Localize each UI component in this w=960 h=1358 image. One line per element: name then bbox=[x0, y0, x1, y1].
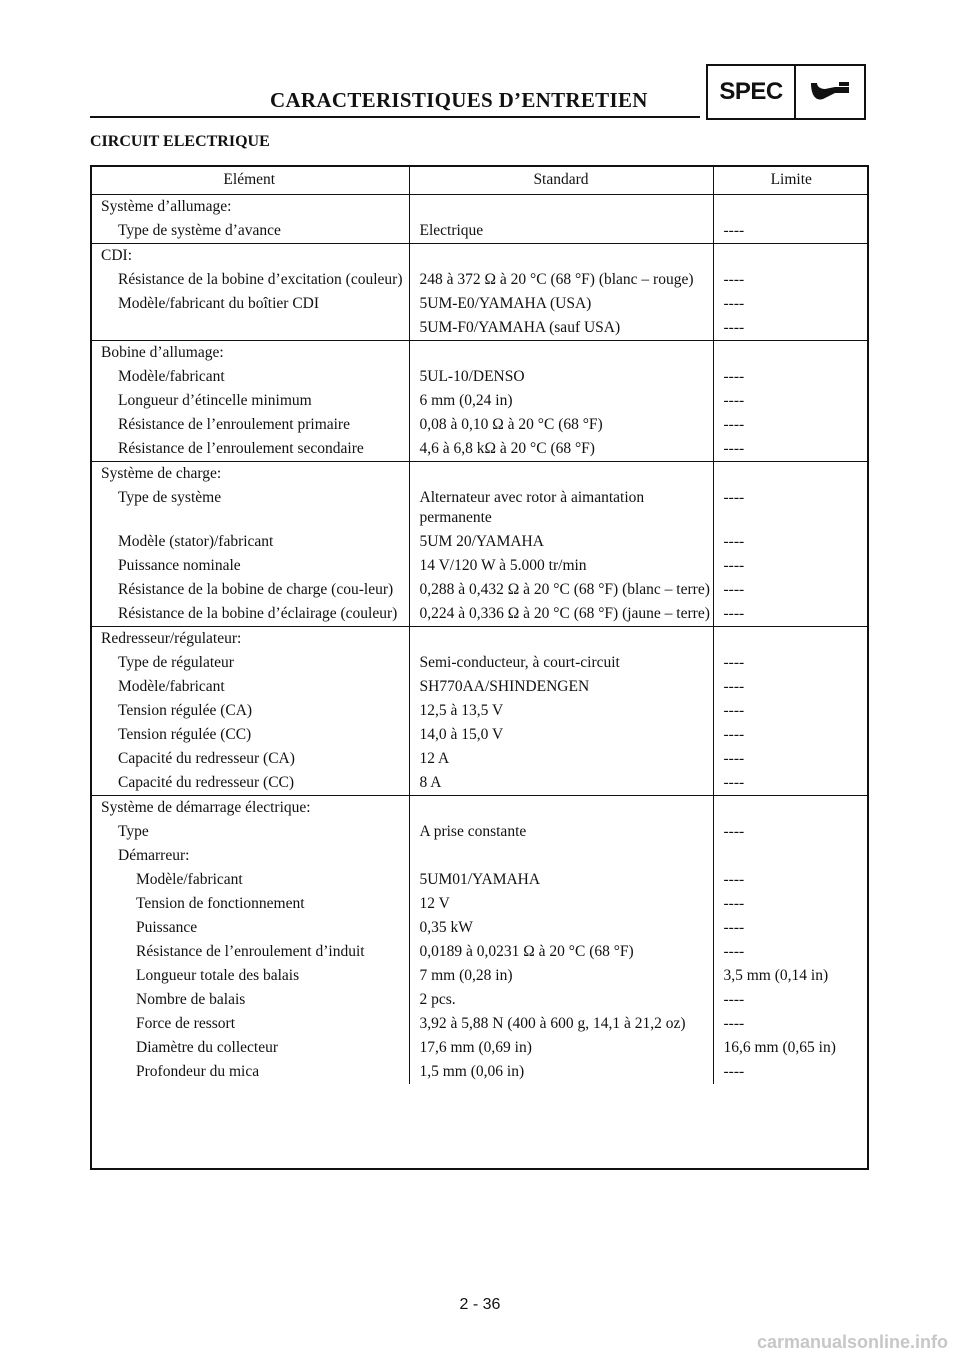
cell-element: Tension régulée (CA) bbox=[90, 699, 409, 723]
cell-element: Tension régulée (CC) bbox=[90, 723, 409, 747]
table-row bbox=[90, 940, 869, 964]
cell-limite: ---- bbox=[723, 943, 745, 960]
cell-limite: ---- bbox=[723, 319, 745, 336]
cell-standard: Alternateur avec rotor à aimantation permanente bbox=[409, 486, 713, 530]
table-row bbox=[90, 195, 869, 220]
cell-standard bbox=[409, 462, 713, 487]
cell-element: Résistance de la bobine d’excitation (couleur) bbox=[90, 268, 409, 292]
header-element: Elément bbox=[90, 165, 409, 195]
cell-standard: 1,5 mm (0,06 in) bbox=[409, 1060, 713, 1084]
cell-limite: ---- bbox=[723, 440, 745, 457]
cell-element: Diamètre du collecteur bbox=[90, 1036, 409, 1060]
table-row bbox=[90, 389, 869, 413]
header-standard: Standard bbox=[409, 165, 713, 195]
table-row bbox=[90, 554, 869, 578]
cell-element: Résistance de la bobine d’éclairage (couleur) bbox=[90, 602, 409, 627]
table-row bbox=[90, 341, 869, 366]
cell-standard: 14 V/120 W à 5.000 tr/min bbox=[409, 554, 713, 578]
cell-limite bbox=[713, 244, 869, 269]
table-row bbox=[90, 365, 869, 389]
table-row bbox=[90, 820, 869, 844]
cell-limite: ---- bbox=[723, 1015, 745, 1032]
cell-element: Résistance de la bobine de charge (cou-leur) bbox=[90, 578, 409, 602]
cell-limite: ---- bbox=[723, 823, 745, 840]
cell-element: Résistance de l’enroulement d’induit bbox=[90, 940, 409, 964]
wrench-icon bbox=[796, 66, 864, 118]
table-row bbox=[90, 964, 869, 988]
cell-limite: ---- bbox=[723, 605, 745, 622]
header-limite: Limite bbox=[713, 165, 869, 195]
cell-standard: 0,288 à 0,432 Ω à 20 °C (68 °F) (blanc – terre) bbox=[409, 578, 713, 602]
cell-limite bbox=[713, 462, 869, 487]
table-body bbox=[90, 195, 869, 1085]
cell-standard bbox=[409, 244, 713, 269]
cell-element: Modèle/fabricant bbox=[90, 675, 409, 699]
cell-standard: 14,0 à 15,0 V bbox=[409, 723, 713, 747]
cell-element: Type de régulateur bbox=[90, 651, 409, 675]
cell-limite: ---- bbox=[723, 702, 745, 719]
table-row bbox=[90, 292, 869, 316]
cell-limite: ---- bbox=[723, 750, 745, 767]
cell-standard: 5UM-F0/YAMAHA (sauf USA) bbox=[409, 316, 713, 341]
cell-element: Modèle/fabricant bbox=[90, 365, 409, 389]
cell-limite: ---- bbox=[723, 919, 745, 936]
table-row bbox=[90, 462, 869, 487]
table-row bbox=[90, 796, 869, 821]
cell-standard: 7 mm (0,28 in) bbox=[409, 964, 713, 988]
spec-badge bbox=[706, 64, 866, 120]
cell-standard: 0,35 kW bbox=[409, 916, 713, 940]
table-header-row bbox=[90, 165, 869, 195]
watermark-text: carmanualsonline.info bbox=[756, 1332, 948, 1352]
cell-standard: Semi-conducteur, à court-circuit bbox=[409, 651, 713, 675]
cell-standard: 12 V bbox=[409, 892, 713, 916]
cell-standard: Electrique bbox=[409, 219, 713, 244]
table-row bbox=[90, 602, 869, 627]
cell-standard: 248 à 372 Ω à 20 °C (68 °F) (blanc – rouge) bbox=[409, 268, 713, 292]
cell-standard: 5UM 20/YAMAHA bbox=[409, 530, 713, 554]
spec-table bbox=[90, 165, 869, 1084]
cell-standard: 5UM01/YAMAHA bbox=[409, 868, 713, 892]
cell-element: Longueur d’étincelle minimum bbox=[90, 389, 409, 413]
cell-standard bbox=[409, 796, 713, 821]
table-row bbox=[90, 268, 869, 292]
cell-limite: ---- bbox=[723, 271, 745, 288]
cell-limite bbox=[713, 796, 869, 821]
header-rule bbox=[90, 116, 700, 118]
cell-limite: ---- bbox=[723, 489, 745, 506]
cell-limite: ---- bbox=[723, 991, 745, 1008]
cell-standard: 2 pcs. bbox=[409, 988, 713, 1012]
cell-element: Profondeur du mica bbox=[90, 1060, 409, 1084]
cell-standard: 3,92 à 5,88 N (400 à 600 g, 14,1 à 21,2 oz) bbox=[409, 1012, 713, 1036]
cell-standard bbox=[409, 627, 713, 652]
spec-label: SPEC bbox=[708, 66, 796, 118]
cell-limite bbox=[713, 341, 869, 366]
cell-standard: 0,224 à 0,336 Ω à 20 °C (68 °F) (jaune – terre) bbox=[409, 602, 713, 627]
cell-standard: 5UM-E0/YAMAHA (USA) bbox=[409, 292, 713, 316]
cell-limite: ---- bbox=[723, 295, 745, 312]
table-row bbox=[90, 578, 869, 602]
page-number: 2 - 36 bbox=[459, 1296, 501, 1313]
table-row bbox=[90, 771, 869, 796]
cell-element: Type de système d’avance bbox=[90, 219, 409, 244]
cell-limite: ---- bbox=[723, 678, 745, 695]
cell-element: Nombre de balais bbox=[90, 988, 409, 1012]
cell-standard bbox=[409, 341, 713, 366]
table-row bbox=[90, 219, 869, 244]
cell-limite bbox=[713, 195, 869, 220]
cell-standard: 0,0189 à 0,0231 Ω à 20 °C (68 °F) bbox=[409, 940, 713, 964]
cell-element: Résistance de l’enroulement primaire bbox=[90, 413, 409, 437]
table-row bbox=[90, 675, 869, 699]
cell-standard: 12,5 à 13,5 V bbox=[409, 699, 713, 723]
cell-element: Démarreur: bbox=[90, 844, 409, 868]
cell-standard: 12 A bbox=[409, 747, 713, 771]
cell-element: Bobine d’allumage: bbox=[90, 341, 409, 366]
table-row bbox=[90, 844, 869, 868]
cell-limite: ---- bbox=[723, 533, 745, 550]
table-row bbox=[90, 413, 869, 437]
table-row bbox=[90, 699, 869, 723]
cell-standard bbox=[409, 195, 713, 220]
cell-element: Longueur totale des balais bbox=[90, 964, 409, 988]
table-row bbox=[90, 916, 869, 940]
table-row bbox=[90, 1036, 869, 1060]
cell-element: Type bbox=[90, 820, 409, 844]
cell-element bbox=[90, 316, 409, 341]
cell-standard: SH770AA/SHINDENGEN bbox=[409, 675, 713, 699]
table-row bbox=[90, 651, 869, 675]
cell-element: Tension de fonctionnement bbox=[90, 892, 409, 916]
cell-element: Système d’allumage: bbox=[90, 195, 409, 220]
table-row bbox=[90, 747, 869, 771]
cell-element: Redresseur/régulateur: bbox=[90, 627, 409, 652]
cell-limite: ---- bbox=[723, 895, 745, 912]
section-title: CIRCUIT ELECTRIQUE bbox=[90, 133, 270, 150]
cell-limite: ---- bbox=[723, 871, 745, 888]
cell-standard: 5UL-10/DENSO bbox=[409, 365, 713, 389]
cell-limite: ---- bbox=[723, 581, 745, 598]
table-row bbox=[90, 1012, 869, 1036]
cell-limite: ---- bbox=[723, 416, 745, 433]
cell-element: Capacité du redresseur (CC) bbox=[90, 771, 409, 796]
cell-element: Type de système bbox=[90, 486, 409, 530]
table-row bbox=[90, 1060, 869, 1084]
cell-limite: ---- bbox=[723, 392, 745, 409]
cell-limite: ---- bbox=[723, 774, 745, 791]
table-row bbox=[90, 316, 869, 341]
cell-limite: 16,6 mm (0,65 in) bbox=[723, 1039, 836, 1056]
table-row bbox=[90, 988, 869, 1012]
cell-element: Modèle/fabricant bbox=[90, 868, 409, 892]
table-row bbox=[90, 627, 869, 652]
cell-element: CDI: bbox=[90, 244, 409, 269]
cell-element: Résistance de l’enroulement secondaire bbox=[90, 437, 409, 462]
cell-standard: 4,6 à 6,8 kΩ à 20 °C (68 °F) bbox=[409, 437, 713, 462]
page-header-title: CARACTERISTIQUES D’ENTRETIEN bbox=[270, 88, 648, 112]
cell-limite: ---- bbox=[723, 368, 745, 385]
cell-element: Force de ressort bbox=[90, 1012, 409, 1036]
cell-standard: 8 A bbox=[409, 771, 713, 796]
table-row bbox=[90, 868, 869, 892]
cell-element: Puissance nominale bbox=[90, 554, 409, 578]
cell-limite bbox=[713, 627, 869, 652]
cell-element: Capacité du redresseur (CA) bbox=[90, 747, 409, 771]
cell-element: Puissance bbox=[90, 916, 409, 940]
cell-element: Modèle/fabricant du boîtier CDI bbox=[90, 292, 409, 316]
cell-limite bbox=[713, 844, 869, 868]
cell-limite: ---- bbox=[723, 726, 745, 743]
cell-element: Système de charge: bbox=[90, 462, 409, 487]
cell-limite: ---- bbox=[723, 654, 745, 671]
cell-limite: ---- bbox=[723, 1063, 745, 1080]
table-row bbox=[90, 892, 869, 916]
cell-standard: 6 mm (0,24 in) bbox=[409, 389, 713, 413]
cell-limite: ---- bbox=[723, 222, 745, 239]
table-row bbox=[90, 530, 869, 554]
table-row bbox=[90, 486, 869, 530]
cell-element: Modèle (stator)/fabricant bbox=[90, 530, 409, 554]
cell-limite: ---- bbox=[723, 557, 745, 574]
cell-limite: 3,5 mm (0,14 in) bbox=[723, 967, 829, 984]
cell-standard: 0,08 à 0,10 Ω à 20 °C (68 °F) bbox=[409, 413, 713, 437]
table-row bbox=[90, 723, 869, 747]
table-row bbox=[90, 244, 869, 269]
cell-standard: 17,6 mm (0,69 in) bbox=[409, 1036, 713, 1060]
table-row bbox=[90, 437, 869, 462]
cell-standard bbox=[409, 844, 713, 868]
cell-standard: A prise constante bbox=[409, 820, 713, 844]
cell-element: Système de démarrage électrique: bbox=[90, 796, 409, 821]
